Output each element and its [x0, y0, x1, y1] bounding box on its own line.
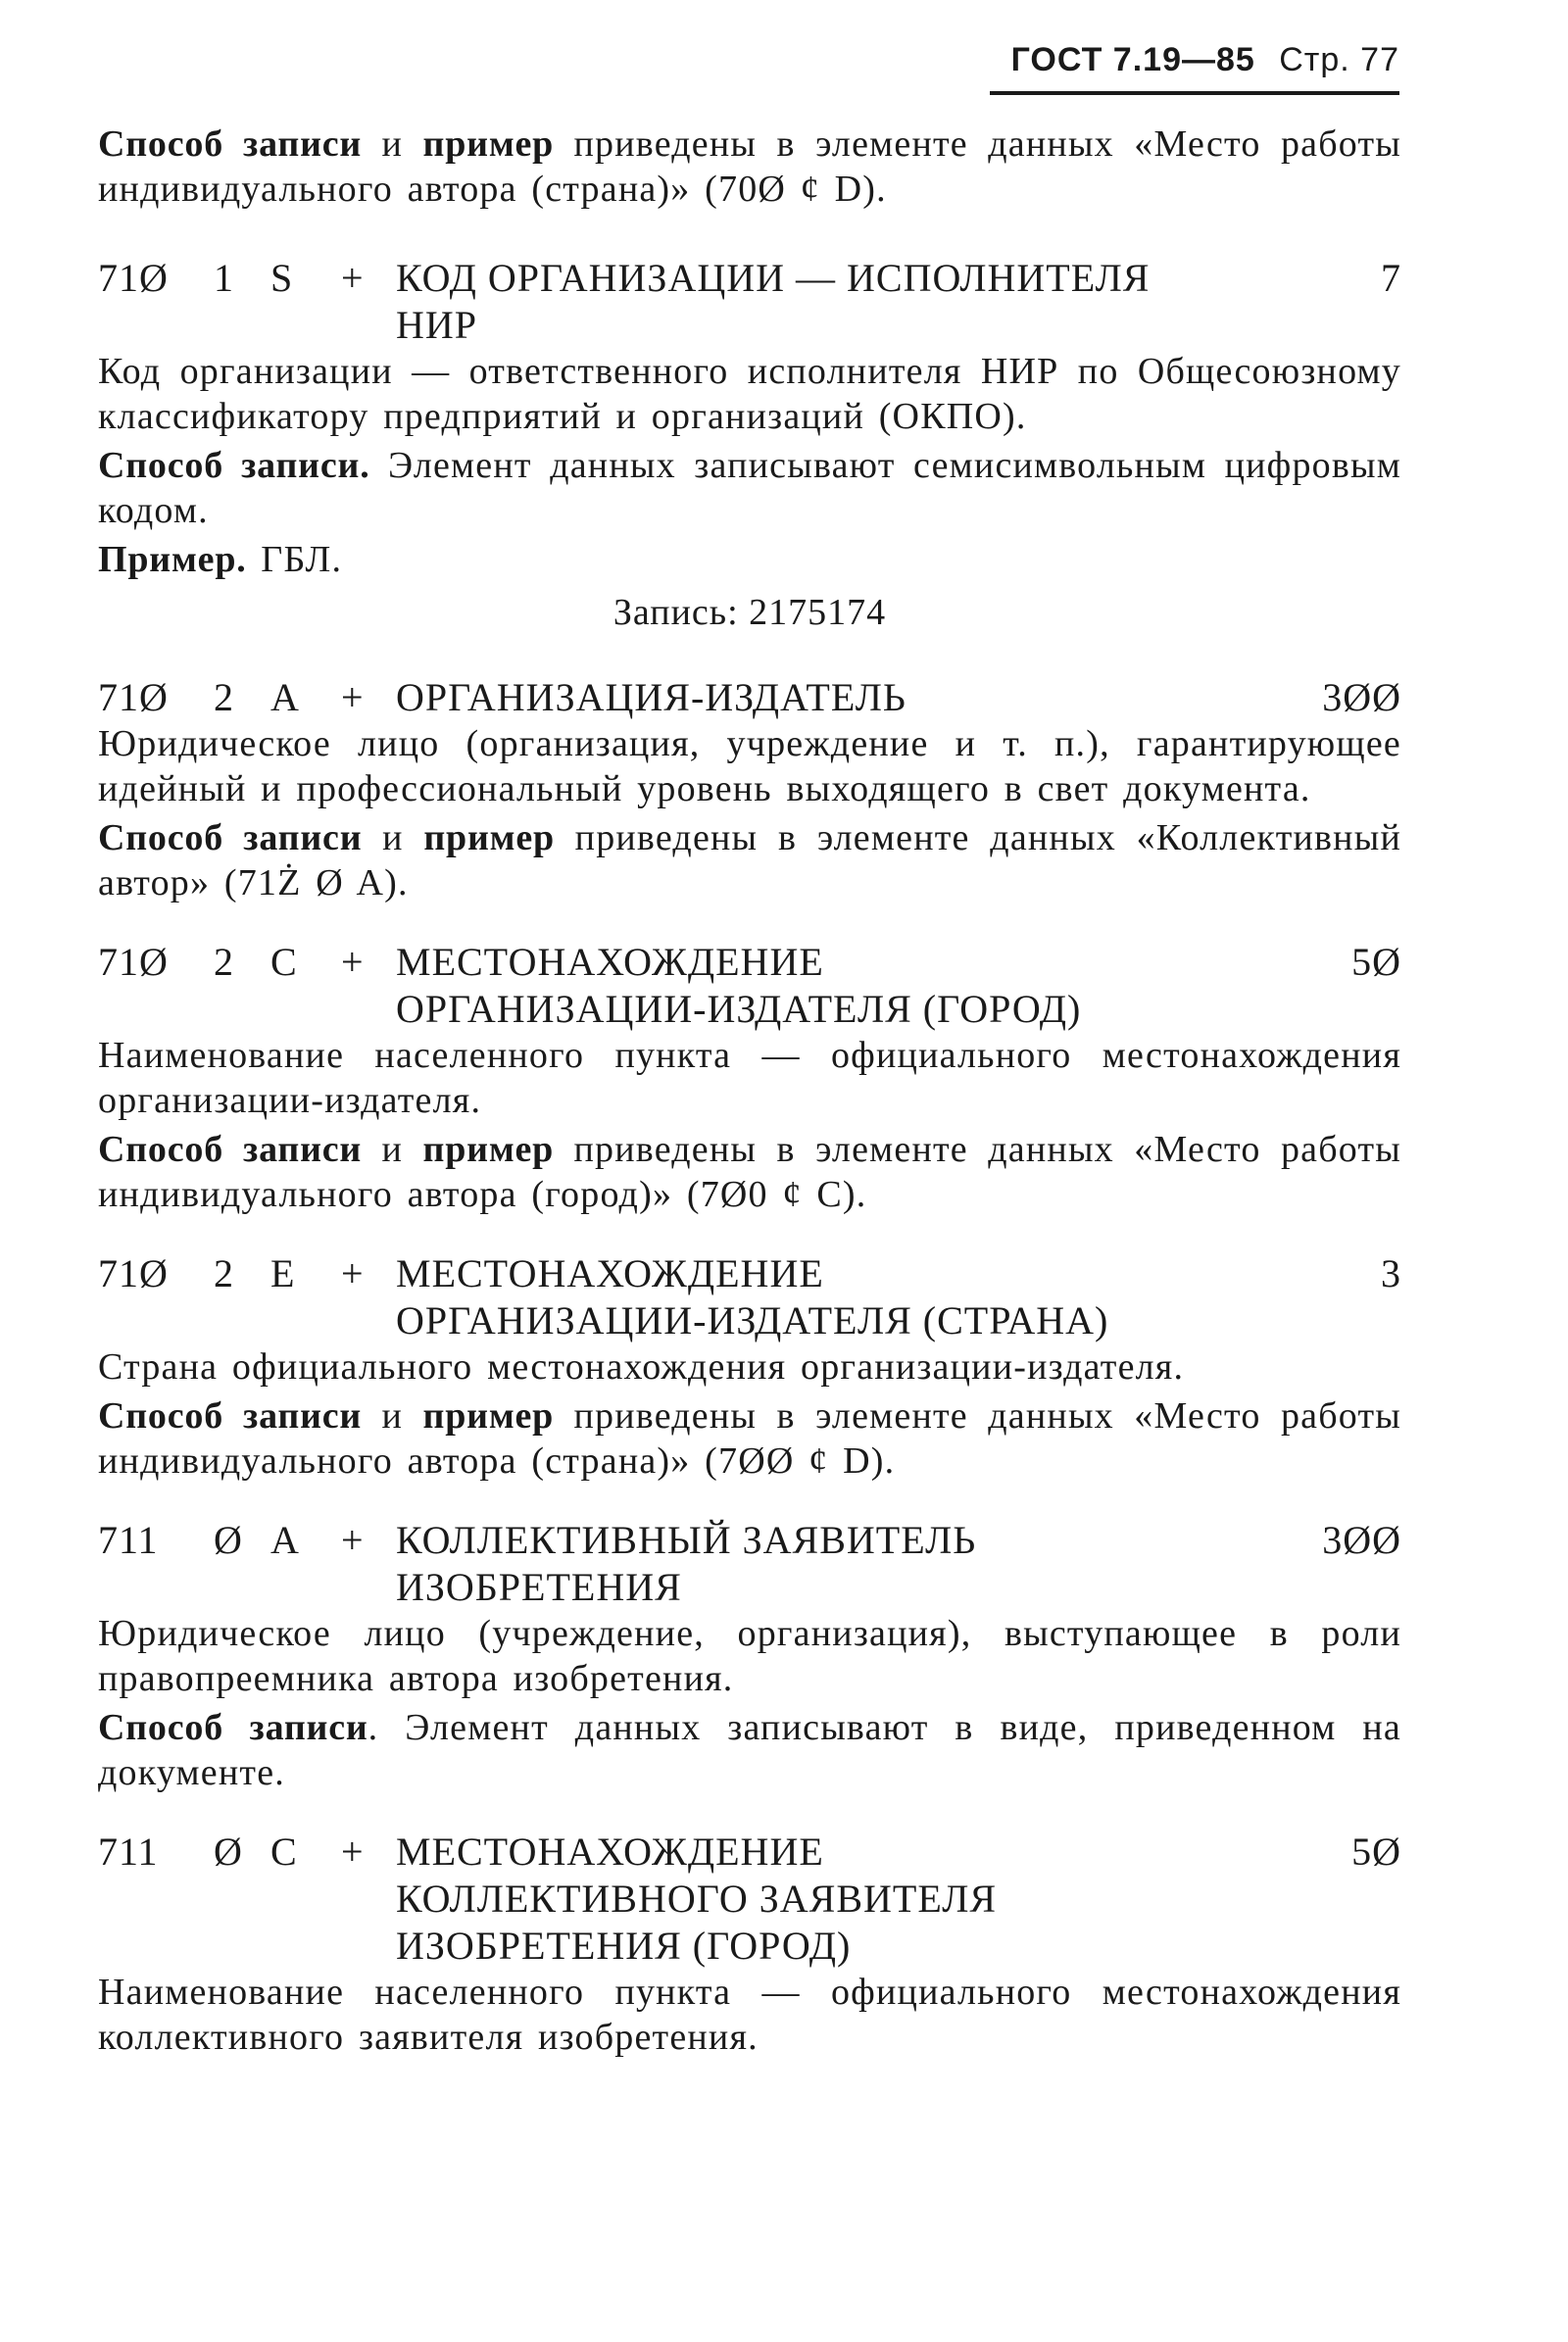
entry-710-2-e — [98, 1250, 1401, 1484]
method-label: Способ записи — [98, 1707, 368, 1748]
entry-name-cont-2: ИЗОБРЕТЕНИЯ (ГОРОД) — [396, 1924, 852, 1968]
entry-indicator: Ø — [214, 1518, 243, 1562]
entry-heading — [98, 674, 1401, 721]
entry-method — [98, 815, 1401, 905]
entry-name: КОЛЛЕКТИВНЫЙ ЗАЯВИТЕЛЬ — [396, 1518, 977, 1562]
entry-code: A — [270, 1518, 300, 1562]
entry-example — [98, 537, 1401, 582]
method-label: Способ записи — [98, 1129, 363, 1170]
entry-tag: 71Ø — [98, 256, 169, 300]
entry-plus: + — [341, 1830, 365, 1874]
intro-text: приведены в элементе данных «Место работы индивидуального автора (страна)» (70Ø ȼ D). — [98, 123, 1402, 210]
entry-method — [98, 1705, 1401, 1795]
entry-code: S — [270, 256, 294, 300]
entry-indicator: 2 — [214, 940, 234, 984]
entry-indicator: 2 — [214, 675, 234, 719]
entry-heading — [98, 1250, 1401, 1297]
entry-name: МЕСТОНАХОЖДЕНИЕ — [396, 1251, 824, 1295]
entry-name: МЕСТОНАХОЖДЕНИЕ — [396, 940, 824, 984]
entry-tag: 711 — [98, 1518, 159, 1562]
entry-tag: 71Ø — [98, 675, 169, 719]
entry-heading — [98, 939, 1401, 986]
standard-number: ГОСТ 7.19—85 — [1010, 41, 1255, 78]
intro-mid: и — [362, 123, 423, 165]
entry-description: Юридическое лицо (учреждение, организация), выступающее в роли правопреемника автора изобретения. — [98, 1613, 1401, 1699]
method-label-2: пример — [422, 1395, 555, 1437]
entry-method — [98, 1393, 1401, 1484]
entry-description: Наименование населенного пункта — официального местонахождения коллективного заявителя изобретения. — [98, 1972, 1401, 2058]
entry-method — [98, 443, 1401, 533]
entry-code: A — [270, 675, 300, 719]
entry-name-cont: ОРГАНИЗАЦИИ-ИЗДАТЕЛЯ (СТРАНА) — [396, 1298, 1109, 1342]
entry-plus: + — [341, 1518, 365, 1562]
entry-name-cont: КОЛЛЕКТИВНОГО ЗАЯВИТЕЛЯ — [396, 1877, 998, 1921]
method-label-2: пример — [423, 817, 555, 858]
method-text: . Элемент данных записывают в виде, приведенном на документе. — [98, 1707, 1401, 1793]
entry-plus: + — [341, 940, 365, 984]
entry-description: Код организации — ответственного исполнителя НИР по Общесоюзному классификатору предприятий и организаций (ОКПО). — [98, 351, 1401, 437]
entry-code: E — [270, 1251, 296, 1295]
entry-description: Наименование населенного пункта — официального местонахождения организации-издателя. — [98, 1035, 1401, 1121]
method-label: Способ записи — [98, 817, 363, 858]
entry-length: 5Ø — [1351, 1830, 1401, 1874]
entry-711-0-a — [98, 1517, 1401, 1795]
entry-plus: + — [341, 675, 365, 719]
entry-heading — [98, 1829, 1401, 1876]
method-label-2: пример — [422, 1129, 555, 1170]
entry-heading — [98, 255, 1401, 302]
entry-plus: + — [341, 256, 365, 300]
entry-name: МЕСТОНАХОЖДЕНИЕ — [396, 1830, 824, 1874]
entry-length: 3ØØ — [1322, 1518, 1401, 1562]
header-rule — [990, 91, 1399, 95]
intro-paragraph — [98, 122, 1401, 212]
entry-indicator: 1 — [214, 256, 234, 300]
entry-name-cont: ИЗОБРЕТЕНИЯ — [396, 1565, 682, 1609]
entry-710-2-a — [98, 674, 1401, 905]
entry-length: 5Ø — [1351, 940, 1401, 984]
entry-indicator: Ø — [214, 1830, 243, 1874]
method-mid: и — [362, 817, 424, 858]
entry-code: C — [270, 940, 298, 984]
entry-711-0-c — [98, 1829, 1401, 2060]
entry-tag: 71Ø — [98, 940, 169, 984]
entry-indicator: 2 — [214, 1251, 234, 1295]
entry-name: ОРГАНИЗАЦИЯ-ИЗДАТЕЛЬ — [396, 675, 906, 719]
entry-heading — [98, 1517, 1401, 1564]
method-text: Элемент данных записывают семисимвольным цифровым кодом. — [98, 445, 1401, 531]
method-mid: и — [362, 1129, 423, 1170]
entry-description: Страна официального местонахождения организации-издателя. — [98, 1346, 1185, 1388]
page-header — [1011, 41, 1399, 79]
entry-710-2-c — [98, 939, 1401, 1217]
entry-name-cont: НИР — [396, 303, 478, 347]
entry-length: 3 — [1381, 1251, 1401, 1295]
intro-bold-1: Способ записи — [98, 123, 363, 165]
entry-length: 3ØØ — [1322, 675, 1401, 719]
entry-name: КОД ОРГАНИЗАЦИИ — ИСПОЛНИТЕЛЯ — [396, 256, 1151, 300]
entry-name-cont: ОРГАНИЗАЦИИ-ИЗДАТЕЛЯ (ГОРОД) — [396, 987, 1082, 1031]
entry-plus: + — [341, 1251, 365, 1295]
method-label: Способ записи. — [98, 445, 370, 486]
method-text: приведены в элементе данных «Место работы индивидуального автора (страна)» (7ØØ ȼ D). — [98, 1395, 1402, 1482]
entry-method — [98, 1127, 1401, 1217]
method-text: приведены в элементе данных «Место работы индивидуального автора (город)» (7Ø0 ȼ C). — [98, 1129, 1402, 1215]
intro-bold-2: пример — [422, 123, 555, 165]
page-number: Стр. 77 — [1279, 41, 1399, 78]
entry-record: Запись: 2175174 — [612, 592, 887, 633]
entry-code: C — [270, 1830, 298, 1874]
entry-tag: 71Ø — [98, 1251, 169, 1295]
method-mid: и — [362, 1395, 423, 1437]
entry-length: 7 — [1381, 256, 1401, 300]
entry-710-1-s — [98, 255, 1401, 635]
example-text: ГБЛ. — [246, 539, 343, 580]
entry-tag: 711 — [98, 1830, 159, 1874]
method-text: приведены в элементе данных «Коллективный автор» (71Ż Ø A). — [98, 817, 1401, 903]
entry-description: Юридическое лицо (организация, учреждение и т. п.), гарантирующее идейный и профессиональный уровень выходящего в свет документа. — [98, 723, 1401, 809]
method-label: Способ записи — [98, 1395, 363, 1437]
example-label: Пример. — [98, 539, 247, 580]
document-body — [98, 122, 1401, 2060]
